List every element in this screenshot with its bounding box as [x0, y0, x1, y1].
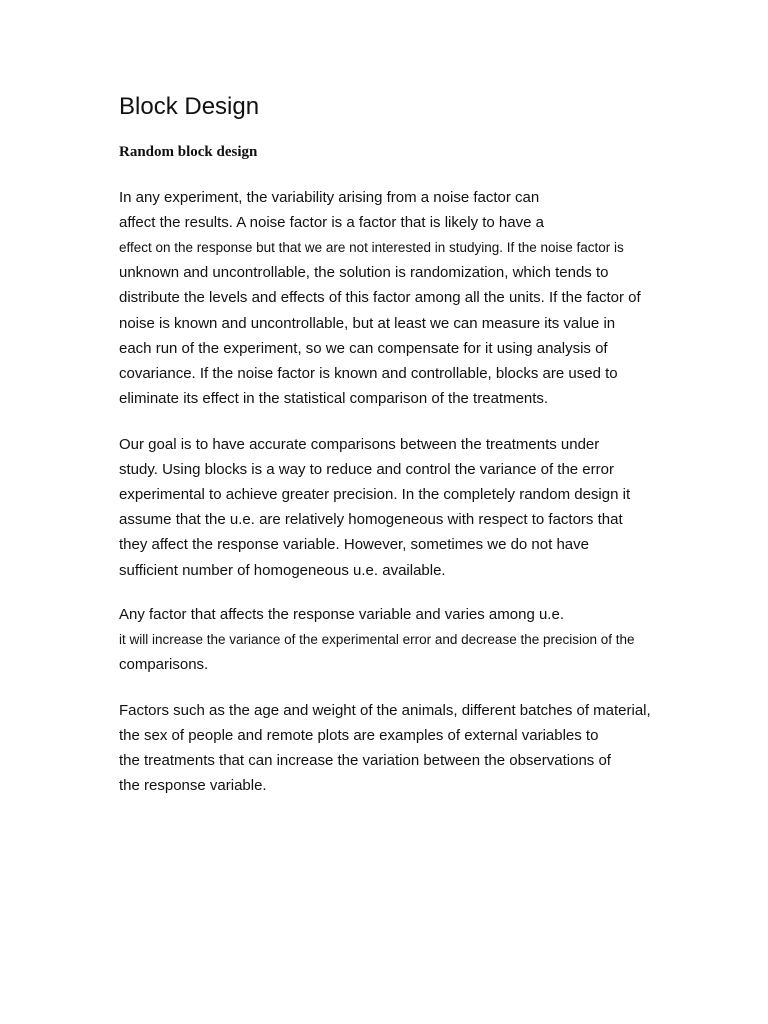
paragraph-line: Our goal is to have accurate comparisons between the treatments under: [119, 436, 600, 453]
section-subtitle: Random block design: [119, 144, 258, 160]
paragraph-line: distribute the levels and effects of this factor among all the units. If the factor of: [119, 289, 641, 306]
paragraph-line: the response variable.: [119, 777, 267, 794]
paragraph-line: assume that the u.e. are relatively homogeneous with respect to factors that: [119, 511, 623, 528]
paragraph-line: noise is known and uncontrollable, but at least we can measure its value in: [119, 315, 616, 332]
paragraph-line: eliminate its effect in the statistical comparison of the treatments.: [119, 390, 549, 407]
paragraph-line: comparisons.: [119, 656, 209, 673]
paragraph-line: affect the results. A noise factor is a factor that is likely to have a: [119, 214, 544, 231]
paragraph-line: effect on the response but that we are not interested in studying. If the noise factor is: [119, 240, 624, 255]
paragraph-line: study. Using blocks is a way to reduce and control the variance of the error: [119, 461, 614, 478]
paragraph-line: they affect the response variable. However, sometimes we do not have: [119, 536, 589, 553]
paragraph-line: Factors such as the age and weight of the animals, different batches of material,: [119, 702, 651, 719]
paragraph-line: experimental to achieve greater precision. In the completely random design it: [119, 486, 631, 503]
paragraph-line: sufficient number of homogeneous u.e. available.: [119, 562, 446, 579]
paragraph-line: the sex of people and remote plots are examples of external variables to: [119, 727, 599, 744]
paragraph-line: Any factor that affects the response variable and varies among u.e.: [119, 606, 564, 623]
paragraph-line: it will increase the variance of the experimental error and decrease the precision of the: [119, 632, 635, 647]
document-title: Block Design: [119, 93, 260, 120]
paragraph-line: unknown and uncontrollable, the solution is randomization, which tends to: [119, 264, 609, 281]
paragraph-line: each run of the experiment, so we can compensate for it using analysis of: [119, 340, 608, 357]
paragraph-line: the treatments that can increase the variation between the observations of: [119, 752, 611, 769]
paragraph-line: covariance. If the noise factor is known and controllable, blocks are used to: [119, 365, 618, 382]
paragraph-line: In any experiment, the variability arising from a noise factor can: [119, 189, 540, 206]
